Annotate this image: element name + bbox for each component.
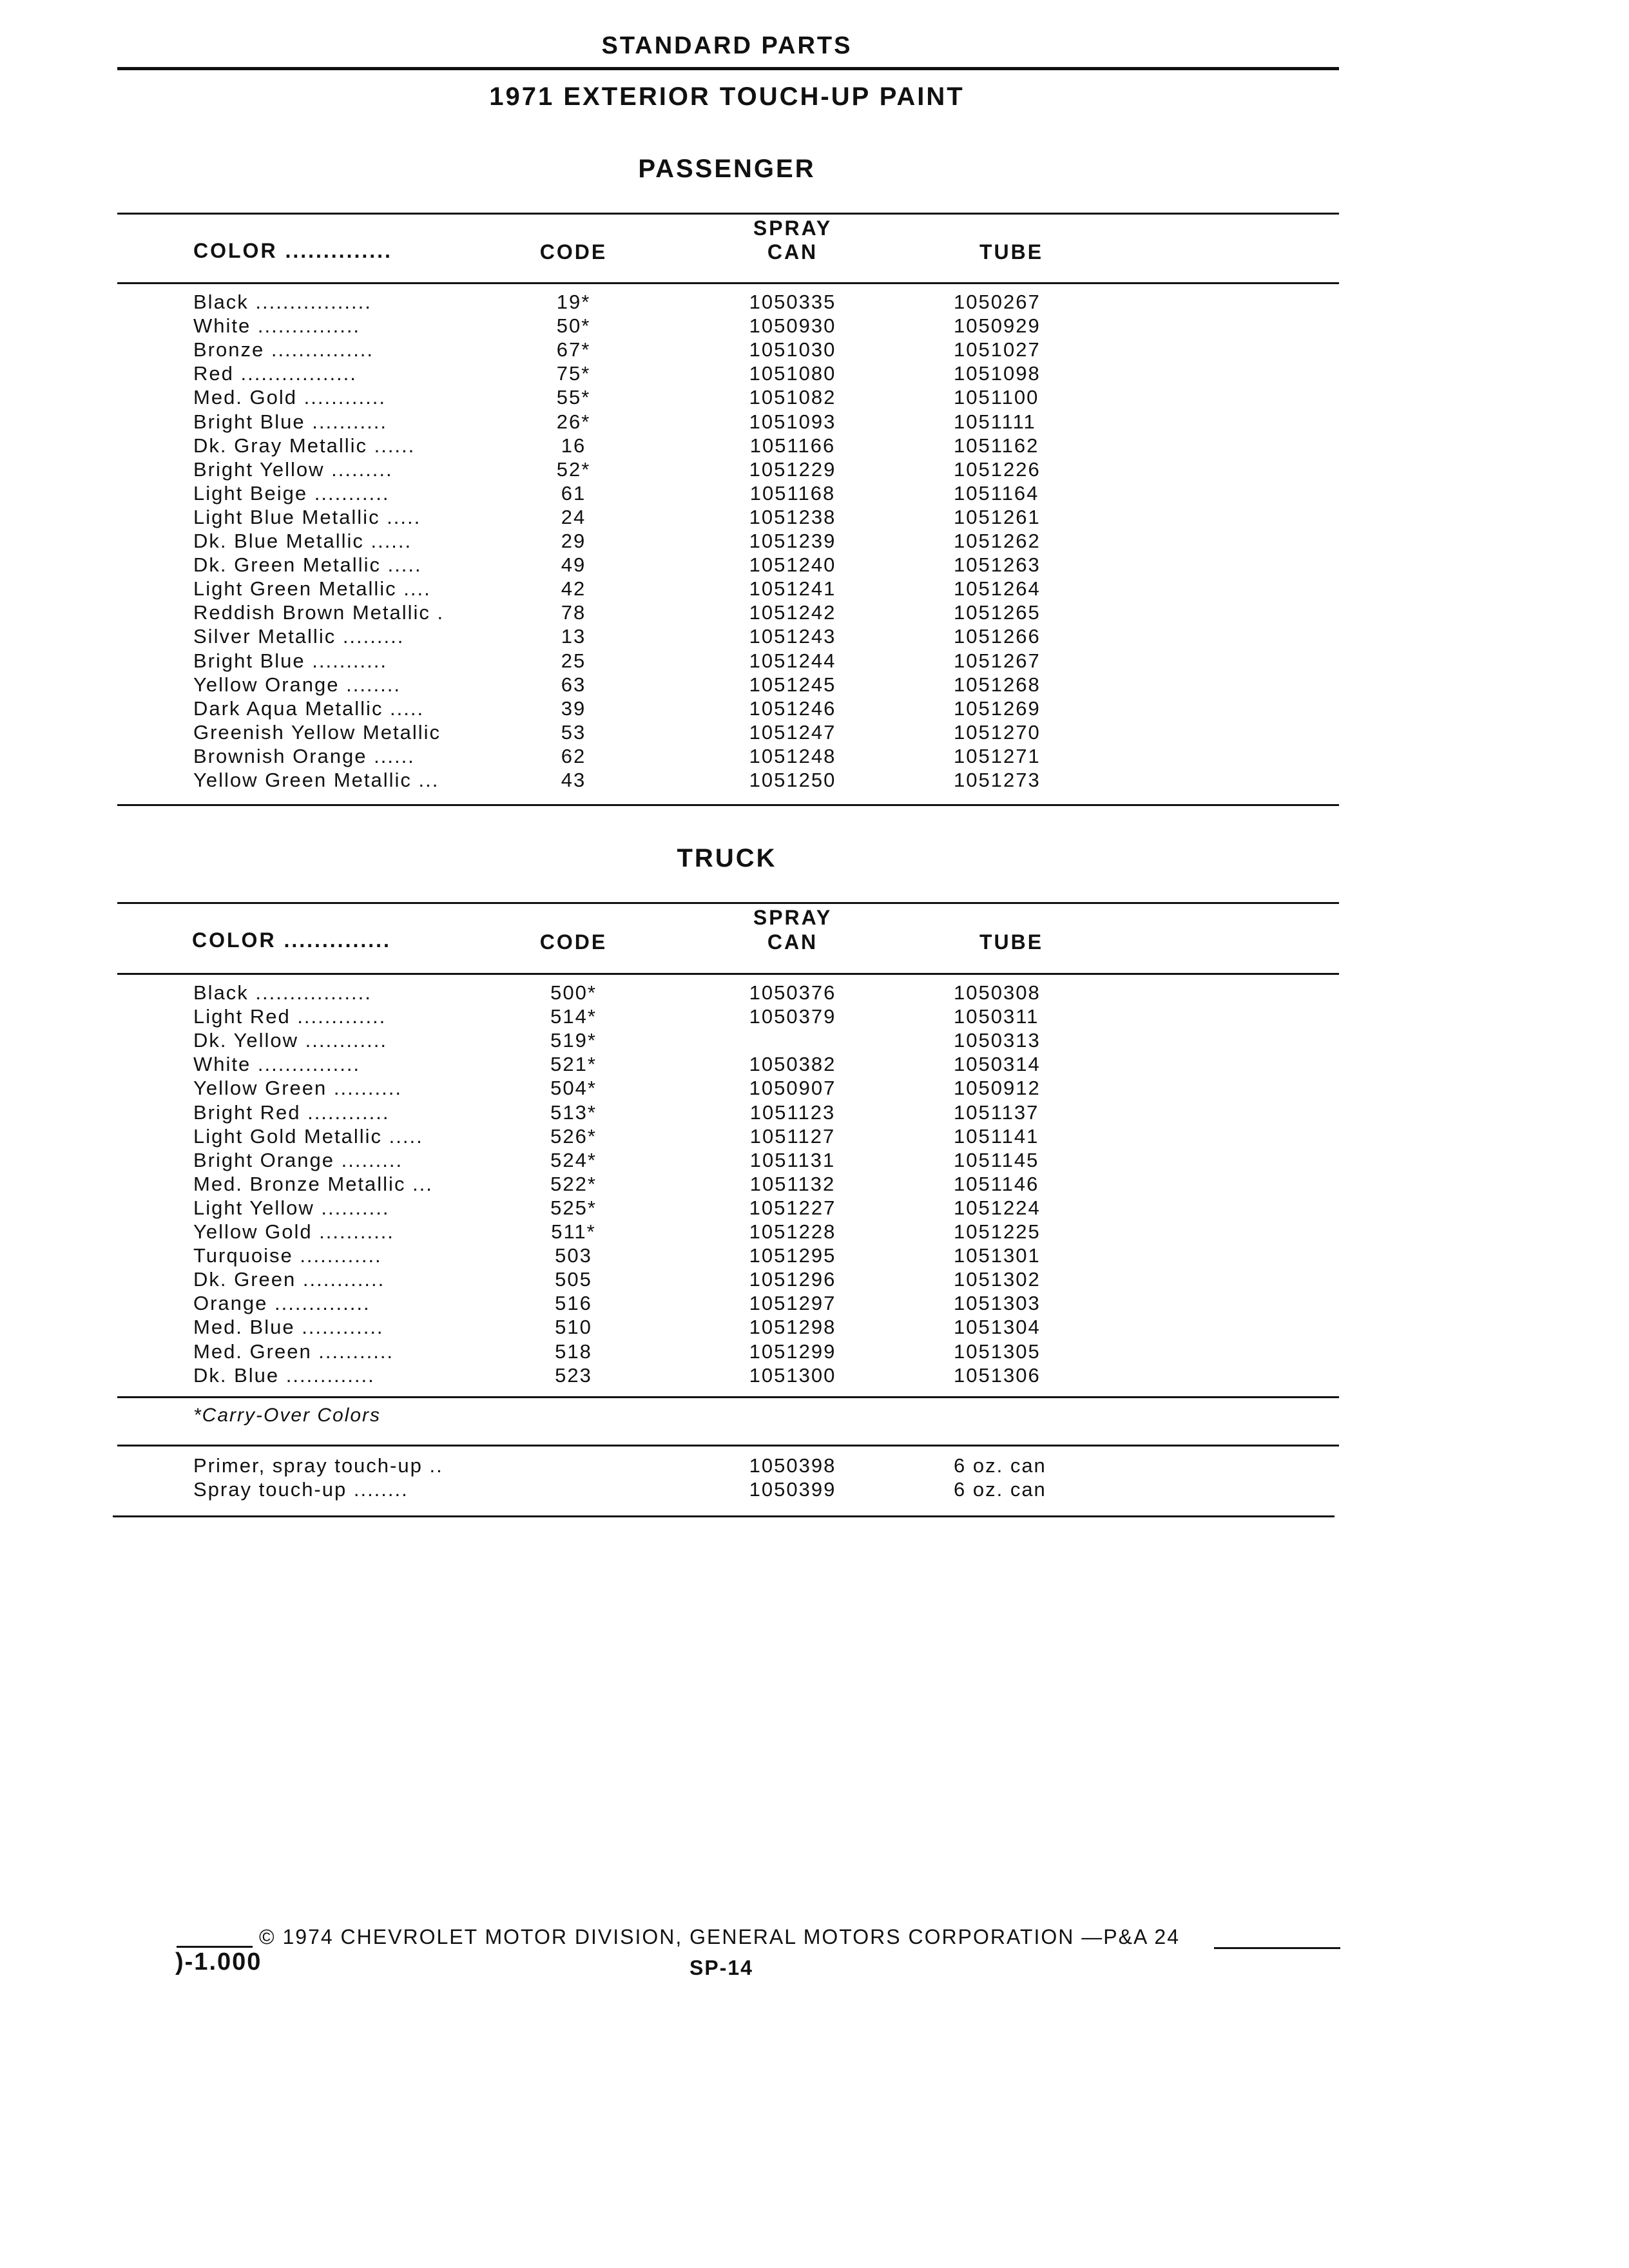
- cell-color: Dk. Green ............: [193, 1268, 385, 1291]
- cell-tube: 1051267: [954, 649, 1041, 672]
- table-row: [0, 481, 1629, 505]
- truck-title: TRUCK: [677, 844, 777, 872]
- cell-tube: 1051265: [954, 601, 1041, 624]
- cell-spray: 1051127: [749, 1124, 836, 1148]
- cell-spray: 1051093: [749, 410, 836, 433]
- cell-tube: 1051141: [954, 1124, 1039, 1148]
- truck-bottom-rule: [117, 1396, 1339, 1398]
- cell-spray: 1051240: [749, 553, 836, 577]
- cell-code: 524*: [550, 1148, 597, 1171]
- cell-code: 504*: [550, 1077, 597, 1100]
- cell-tube: 1051302: [954, 1268, 1041, 1291]
- cell-spray: 1051246: [749, 697, 836, 720]
- cell-color: Med. Blue ............: [193, 1316, 384, 1339]
- table-row: [0, 290, 1629, 314]
- table-row: [0, 434, 1629, 457]
- cell-tube: 1051304: [954, 1316, 1041, 1339]
- cell-tube: 1051261: [954, 505, 1041, 528]
- cell-tube: 6 oz. can: [954, 1478, 1046, 1501]
- cell-tube: 1051269: [954, 697, 1041, 720]
- cell-spray: 1050379: [749, 1005, 836, 1028]
- cell-code: 523: [555, 1363, 592, 1387]
- cell-spray: 1051241: [749, 577, 836, 601]
- cell-code: 61: [561, 481, 586, 505]
- table-row: [0, 361, 1629, 385]
- cell-color: Light Yellow ..........: [193, 1196, 390, 1219]
- cell-tube: 1050308: [954, 981, 1041, 1004]
- cell-color: Reddish Brown Metallic .: [193, 601, 445, 624]
- table-row: [0, 1148, 1629, 1172]
- table-row: [0, 1076, 1629, 1100]
- cell-color: Dk. Gray Metallic ......: [193, 434, 416, 457]
- cell-code: 50*: [556, 314, 591, 338]
- table-row: [0, 577, 1629, 601]
- cell-spray: 1051300: [749, 1363, 836, 1387]
- cell-color: Yellow Green Metallic ...: [193, 769, 439, 791]
- cell-spray: 1051123: [749, 1100, 836, 1124]
- cell-code: 49: [561, 553, 586, 577]
- cell-color: Bright Orange .........: [193, 1148, 403, 1171]
- cell-tube: 1051027: [954, 338, 1041, 361]
- cell-code: 26*: [556, 410, 591, 433]
- cell-color: Med. Gold ............: [193, 386, 386, 409]
- truck-col-tube: TUBE: [979, 930, 1044, 954]
- cell-spray: 1051080: [749, 362, 836, 385]
- footer-right-rule: [1214, 1947, 1340, 1949]
- cell-spray: 1050930: [749, 314, 836, 338]
- cell-color: White ...............: [193, 314, 361, 338]
- cell-spray: 1051168: [749, 481, 836, 505]
- cell-code: 63: [561, 673, 586, 696]
- cell-tube: 1051145: [954, 1148, 1039, 1171]
- cell-tube: 1051273: [954, 769, 1041, 791]
- table-row: [0, 457, 1629, 481]
- cell-spray: 1050399: [749, 1478, 836, 1501]
- table-row: [0, 410, 1629, 434]
- cell-color: Light Gold Metallic .....: [193, 1124, 423, 1148]
- table-row: [0, 1004, 1629, 1028]
- cell-color: Yellow Green ..........: [193, 1077, 402, 1100]
- cell-spray: 1051295: [749, 1244, 836, 1267]
- cell-tube: 1051098: [954, 362, 1041, 385]
- cell-tube: 1051164: [954, 481, 1039, 505]
- cell-color: Yellow Orange ........: [193, 673, 401, 696]
- cell-tube: 1050929: [954, 314, 1041, 338]
- cell-code: 39: [561, 697, 586, 720]
- table-row: [0, 1340, 1629, 1363]
- cell-code: 78: [561, 601, 586, 624]
- passenger-col-can: CAN: [767, 240, 818, 264]
- cell-code: 16: [561, 434, 586, 457]
- passenger-header-rule: [117, 282, 1339, 284]
- cell-tube: 1051226: [954, 457, 1041, 481]
- cell-spray: 1051131: [749, 1148, 836, 1171]
- cell-code: 25: [561, 649, 586, 672]
- cell-spray: 1051297: [749, 1292, 836, 1315]
- cell-spray: 1051298: [749, 1316, 836, 1339]
- cell-tube: 1051137: [954, 1100, 1039, 1124]
- table-row: [0, 1267, 1629, 1291]
- cell-color: Yellow Gold ...........: [193, 1220, 394, 1243]
- cell-code: 518: [555, 1340, 592, 1363]
- table-row: [0, 1052, 1629, 1076]
- table-row: [0, 673, 1629, 697]
- cell-color: Primer, spray touch-up ..: [193, 1454, 443, 1477]
- truck-col-code: CODE: [539, 930, 608, 954]
- cell-tube: 1051100: [954, 386, 1039, 409]
- cell-spray: 1051250: [749, 769, 836, 791]
- cell-color: White ...............: [193, 1053, 361, 1076]
- cell-code: 52*: [556, 457, 591, 481]
- passenger-bottom-rule: [117, 804, 1339, 806]
- passenger-col-color: COLOR ..............: [193, 239, 392, 262]
- cell-spray: 1051244: [749, 649, 836, 672]
- cell-spray: 1051238: [749, 505, 836, 528]
- truck-col-spray: SPRAY: [753, 906, 833, 929]
- cell-color: Orange ..............: [193, 1292, 371, 1315]
- cell-color: Black .................: [193, 291, 372, 313]
- table-row: [0, 1291, 1629, 1315]
- table-row: [0, 1363, 1629, 1387]
- cell-code: 53: [561, 720, 586, 744]
- cell-color: Red .................: [193, 362, 357, 385]
- cell-code: 75*: [556, 362, 591, 385]
- cell-spray: 1051030: [749, 338, 836, 361]
- table-row: [0, 697, 1629, 720]
- table-row: [0, 338, 1629, 361]
- cell-color: Greenish Yellow Metallic: [193, 720, 441, 744]
- cell-spray: 1051296: [749, 1268, 836, 1291]
- cell-spray: 1050398: [749, 1454, 836, 1477]
- cell-color: Dk. Blue Metallic ......: [193, 530, 412, 552]
- copyright-text: © 1974 CHEVROLET MOTOR DIVISION, GENERAL MOTORS CORPORATION —P&A 24: [259, 1925, 1180, 1948]
- cell-tube: 1050912: [954, 1077, 1041, 1100]
- table-row: [0, 1477, 1629, 1501]
- cell-code: 19*: [556, 291, 591, 313]
- cell-spray: 1051248: [749, 744, 836, 767]
- cell-code: 522*: [550, 1172, 597, 1195]
- cell-code: 510: [555, 1316, 592, 1339]
- passenger-col-spray: SPRAY: [753, 216, 833, 240]
- section-title: STANDARD PARTS: [601, 32, 853, 59]
- passenger-title: PASSENGER: [638, 155, 816, 183]
- cell-spray: 1051166: [749, 434, 836, 457]
- cell-color: Bright Yellow .........: [193, 457, 393, 481]
- cell-color: Spray touch-up ........: [193, 1478, 409, 1501]
- cell-spray: 1050376: [749, 981, 836, 1004]
- table-row: [0, 1172, 1629, 1196]
- cell-code: 516: [555, 1292, 592, 1315]
- table-row: [0, 1100, 1629, 1124]
- truck-col-can: CAN: [767, 930, 818, 954]
- truck-header-rule: [117, 973, 1339, 975]
- cell-code: 67*: [556, 338, 591, 361]
- table-row: [0, 529, 1629, 553]
- table-row: [0, 624, 1629, 648]
- table-row: [0, 1124, 1629, 1148]
- cell-tube: 1051270: [954, 720, 1041, 744]
- cell-code: 43: [561, 769, 586, 791]
- cell-code: 62: [561, 744, 586, 767]
- cell-tube: 1051262: [954, 530, 1041, 552]
- cell-code: 29: [561, 530, 586, 552]
- cell-tube: 1051303: [954, 1292, 1041, 1315]
- table-row: [0, 1196, 1629, 1220]
- table-row: [0, 553, 1629, 577]
- cell-code: 525*: [550, 1196, 597, 1219]
- cell-spray: 1051132: [749, 1172, 836, 1195]
- cell-tube: 1051305: [954, 1340, 1041, 1363]
- cell-spray: 1051243: [749, 625, 836, 648]
- page-title: 1971 EXTERIOR TOUCH-UP PAINT: [489, 82, 965, 111]
- cell-color: Bronze ...............: [193, 338, 374, 361]
- cell-color: Dk. Yellow ............: [193, 1029, 387, 1052]
- cell-tube: 1050314: [954, 1053, 1041, 1076]
- document-code: )-1.000: [175, 1948, 262, 1975]
- cell-tube: 1051266: [954, 625, 1041, 648]
- cell-code: 511*: [551, 1220, 596, 1243]
- table-row: [0, 744, 1629, 768]
- cell-tube: 1050311: [954, 1005, 1039, 1028]
- passenger-top-rule: [117, 213, 1339, 215]
- cell-code: 505: [555, 1268, 592, 1291]
- cell-tube: 1050313: [954, 1029, 1041, 1052]
- cell-code: 55*: [556, 386, 591, 409]
- truck-top-rule: [117, 902, 1339, 904]
- cell-color: Black .................: [193, 981, 372, 1004]
- cell-color: Med. Bronze Metallic ...: [193, 1172, 433, 1195]
- table-row: [0, 1454, 1629, 1477]
- table-row: [0, 505, 1629, 529]
- table-row: [0, 720, 1629, 744]
- cell-spray: 1051082: [749, 386, 836, 409]
- table-row: [0, 1028, 1629, 1052]
- cell-spray: 1051227: [749, 1196, 836, 1219]
- cell-tube: 1051146: [954, 1172, 1039, 1195]
- cell-code: 500*: [550, 981, 597, 1004]
- cell-tube: 1051162: [954, 434, 1039, 457]
- cell-tube: 1051224: [954, 1196, 1041, 1219]
- cell-tube: 1050267: [954, 291, 1041, 313]
- cell-color: Dk. Blue .............: [193, 1363, 375, 1387]
- truck-col-color: COLOR ..............: [192, 928, 391, 952]
- cell-color: Dark Aqua Metallic .....: [193, 697, 425, 720]
- cell-color: Bright Red ............: [193, 1100, 390, 1124]
- table-row: [0, 649, 1629, 673]
- cell-color: Light Green Metallic ....: [193, 577, 431, 601]
- cell-spray: 1050907: [749, 1077, 836, 1100]
- cell-spray: 1051299: [749, 1340, 836, 1363]
- cell-spray: 1050382: [749, 1053, 836, 1076]
- cell-tube: 1051225: [954, 1220, 1041, 1243]
- cell-code: 514*: [550, 1005, 597, 1028]
- passenger-col-tube: TUBE: [979, 240, 1044, 264]
- cell-spray: 1051247: [749, 720, 836, 744]
- table-row: [0, 981, 1629, 1004]
- cell-color: Bright Blue ...........: [193, 410, 387, 433]
- cell-code: 42: [561, 577, 586, 601]
- cell-color: Turquoise ............: [193, 1244, 382, 1267]
- cell-tube: 6 oz. can: [954, 1454, 1046, 1477]
- passenger-col-code: CODE: [539, 240, 608, 264]
- cell-spray: 1051229: [749, 457, 836, 481]
- cell-tube: 1051111: [954, 410, 1036, 433]
- table-row: [0, 385, 1629, 409]
- cell-color: Silver Metallic .........: [193, 625, 405, 648]
- table-row: [0, 1220, 1629, 1244]
- footer-left-rule: [177, 1946, 253, 1948]
- cell-spray: 1051245: [749, 673, 836, 696]
- cell-code: 503: [555, 1244, 592, 1267]
- carry-over-note: *Carry-Over Colors: [193, 1405, 381, 1426]
- cell-color: Med. Green ...........: [193, 1340, 394, 1363]
- page-number: SP-14: [689, 1956, 753, 1979]
- cell-spray: 1051228: [749, 1220, 836, 1243]
- table-row: [0, 314, 1629, 338]
- extras-top-rule: [117, 1445, 1339, 1446]
- cell-spray: 1051239: [749, 530, 836, 552]
- cell-color: Light Red .............: [193, 1005, 387, 1028]
- cell-tube: 1051271: [954, 744, 1041, 767]
- cell-code: 526*: [550, 1124, 597, 1148]
- cell-code: 13: [561, 625, 586, 648]
- header-rule: [117, 67, 1339, 70]
- extras-bottom-rule: [113, 1515, 1335, 1517]
- cell-code: 519*: [550, 1029, 597, 1052]
- cell-spray: 1051242: [749, 601, 836, 624]
- cell-code: 521*: [550, 1053, 597, 1076]
- cell-tube: 1051263: [954, 553, 1041, 577]
- cell-tube: 1051301: [954, 1244, 1041, 1267]
- cell-tube: 1051306: [954, 1363, 1041, 1387]
- cell-code: 513*: [550, 1100, 597, 1124]
- table-row: [0, 1315, 1629, 1339]
- cell-color: Dk. Green Metallic .....: [193, 553, 422, 577]
- cell-code: 24: [561, 505, 586, 528]
- table-row: [0, 601, 1629, 624]
- cell-color: Light Blue Metallic .....: [193, 505, 421, 528]
- table-row: [0, 1244, 1629, 1267]
- cell-tube: 1051268: [954, 673, 1041, 696]
- cell-spray: 1050335: [749, 291, 836, 313]
- cell-tube: 1051264: [954, 577, 1041, 601]
- cell-color: Bright Blue ...........: [193, 649, 387, 672]
- cell-color: Brownish Orange ......: [193, 744, 415, 767]
- table-row: [0, 768, 1629, 792]
- cell-color: Light Beige ...........: [193, 481, 390, 505]
